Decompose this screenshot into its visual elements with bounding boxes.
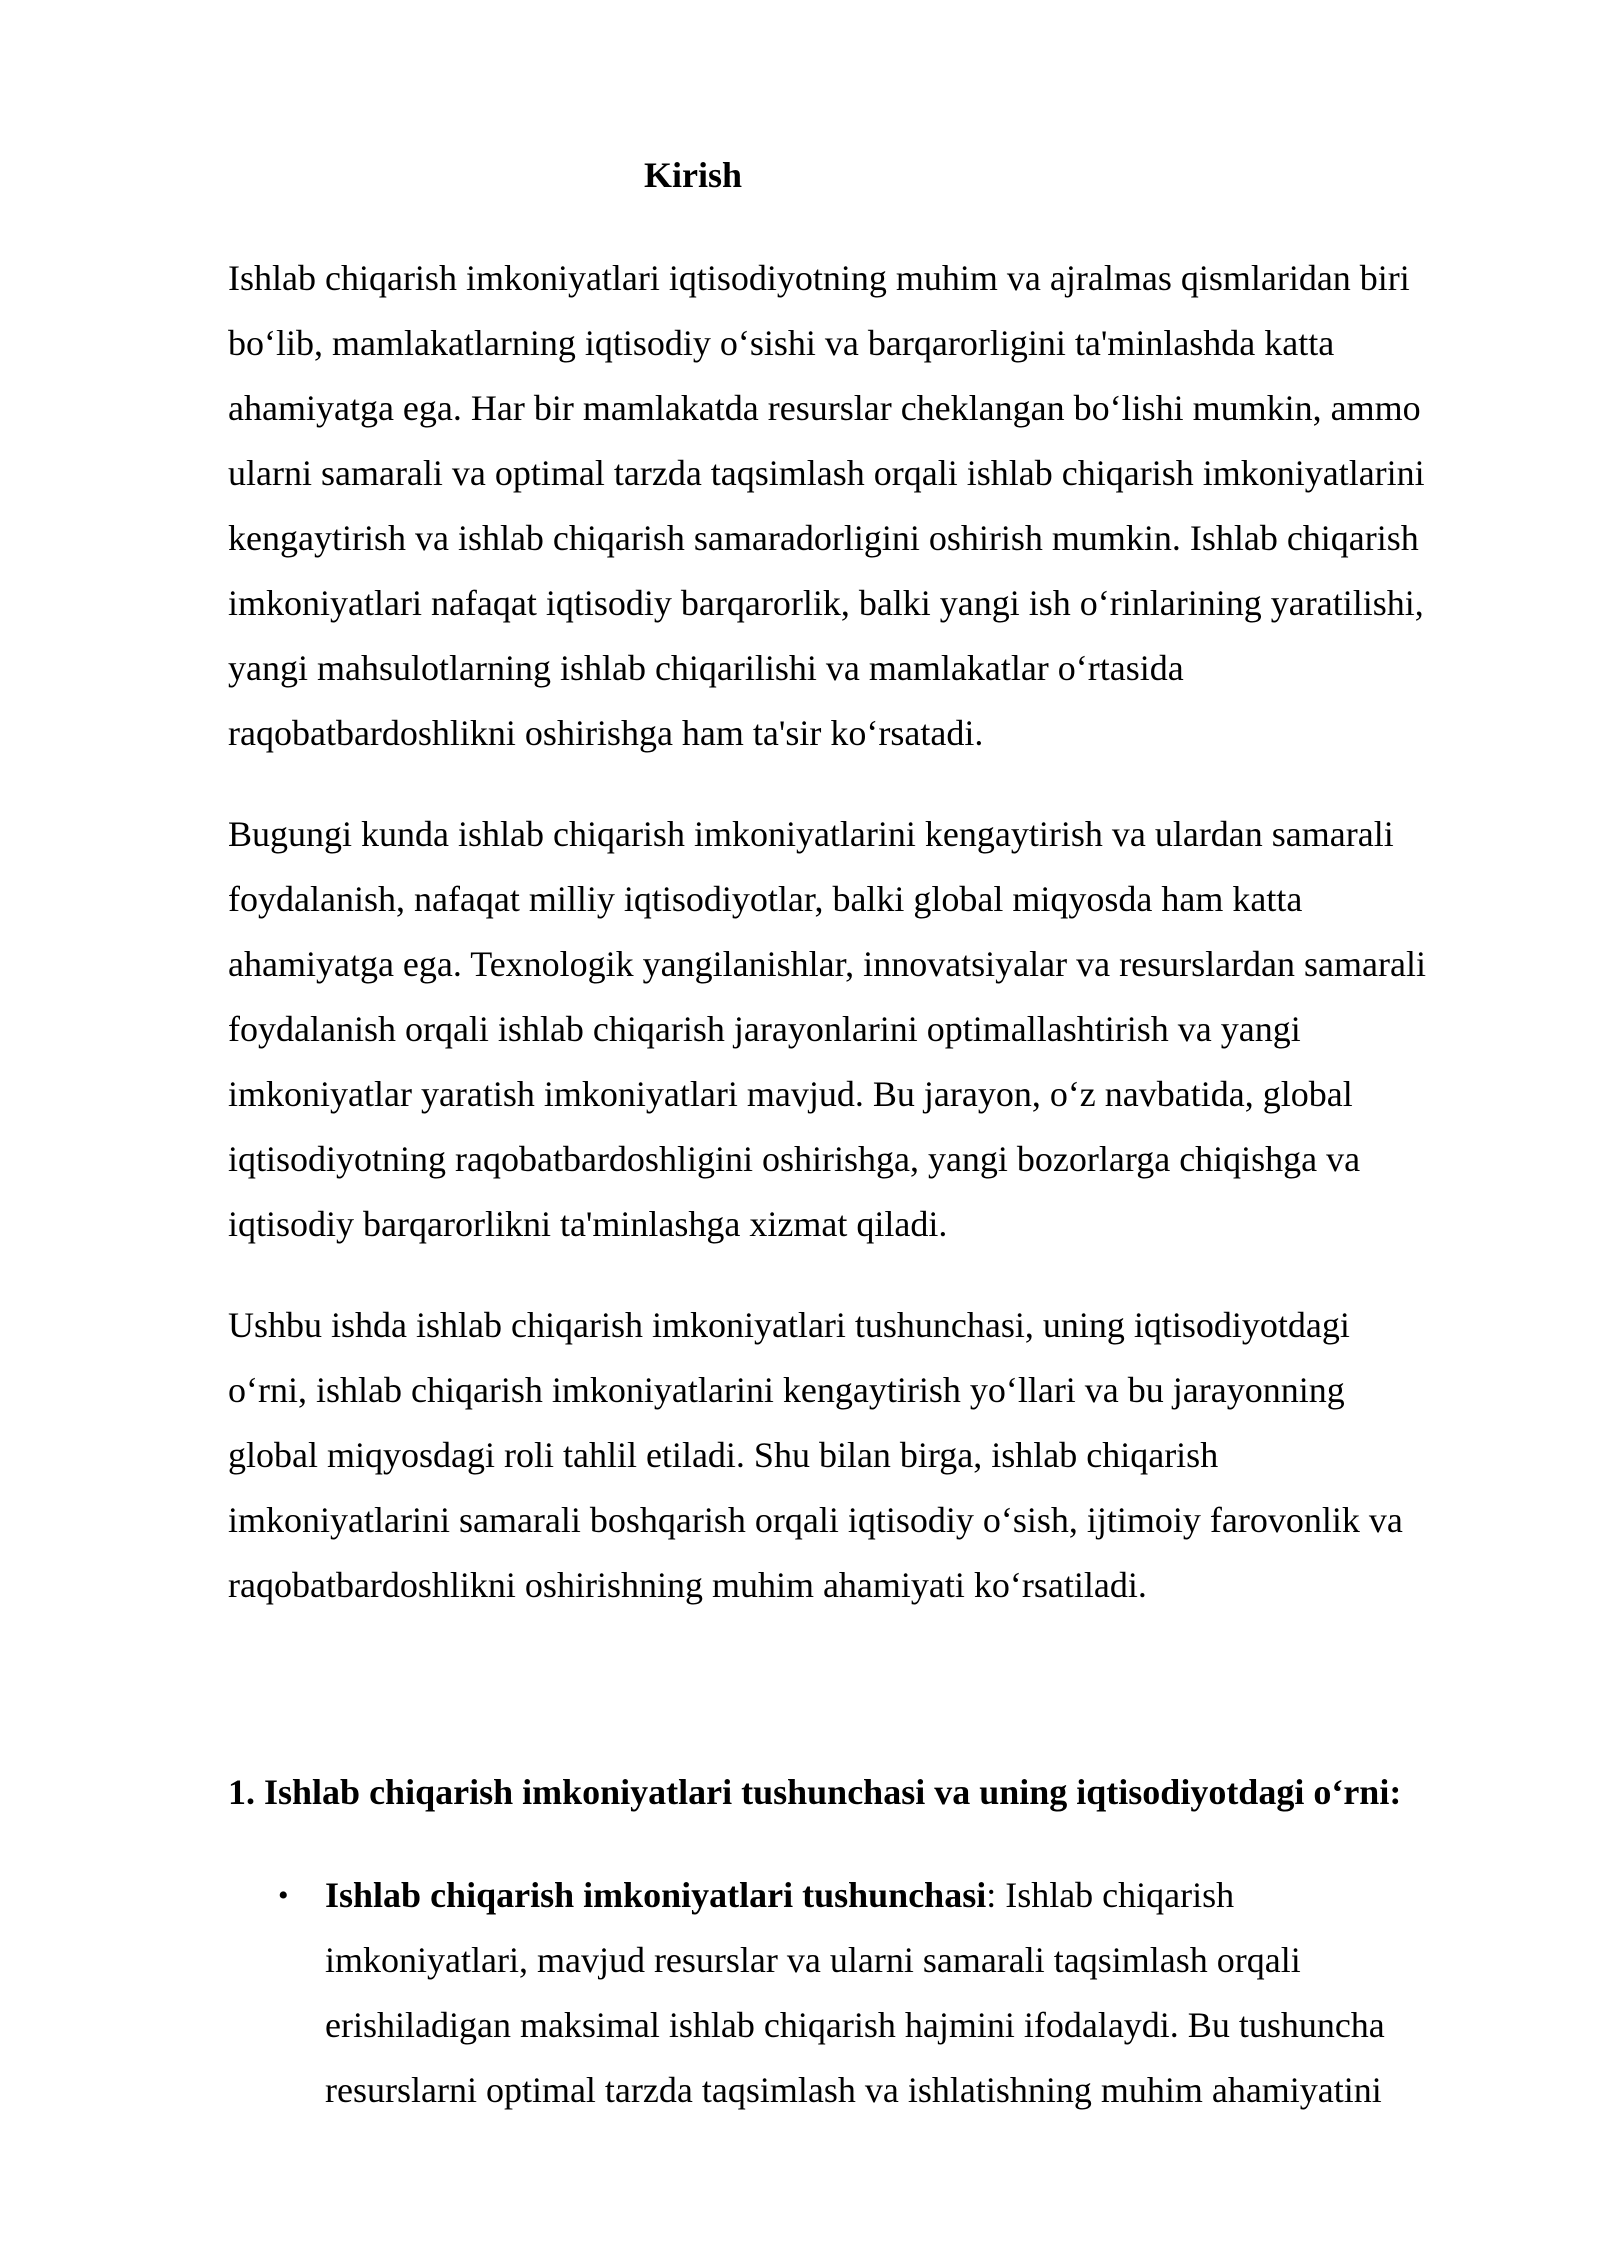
paragraph-line: ahamiyatga ega. Har bir mamlakatda resurslar cheklangan bo‘lishi mumkin, ammo (228, 388, 1421, 428)
paragraph-line: ularni samarali va optimal tarzda taqsimlash orqali ishlab chiqarish imkoniyatlarini (228, 453, 1425, 493)
paragraph-line: Bugungi kunda ishlab chiqarish imkoniyatlarini kengaytirish va ulardan samarali (228, 814, 1394, 854)
paragraph-line: global miqyosdagi roli tahlil etiladi. Shu bilan birga, ishlab chiqarish (228, 1435, 1219, 1475)
paragraph-line: foydalanish, nafaqat milliy iqtisodiyotlar, balki global miqyosda ham katta (228, 879, 1303, 919)
paragraph-line: iqtisodiyotning raqobatbardoshligini oshirishga, yangi bozorlarga chiqishga va (228, 1139, 1361, 1179)
paragraph-line: imkoniyatlarini samarali boshqarish orqali iqtisodiy o‘sish, ijtimoiy farovonlik va (228, 1500, 1403, 1540)
paragraph-intro-2 (228, 802, 1488, 1257)
paragraph-line: bo‘lib, mamlakatlarning iqtisodiy o‘sishi va barqarorligini ta'minlashda katta (228, 323, 1335, 363)
paragraph-line: o‘rni, ishlab chiqarish imkoniyatlarini kengaytirish yo‘llari va bu jarayonning (228, 1370, 1345, 1410)
paragraph-line: Ishlab chiqarish imkoniyatlari iqtisodiyotning muhim va ajralmas qismlaridan biri (228, 258, 1410, 298)
paragraph-line: Ushbu ishda ishlab chiqarish imkoniyatlari tushunchasi, uning iqtisodiyotdagi (228, 1305, 1350, 1345)
paragraph-line: raqobatbardoshlikni oshirishning muhim ahamiyati ko‘rsatiladi. (228, 1565, 1147, 1605)
paragraph-line: raqobatbardoshlikni oshirishga ham ta'sir ko‘rsatadi. (228, 713, 984, 753)
paragraph-intro-3 (228, 1293, 1488, 1618)
bullet-line: imkoniyatlari, mavjud resurslar va ularni samarali taqsimlash orqali (325, 1940, 1301, 1980)
paragraph-line: foydalanish orqali ishlab chiqarish jarayonlarini optimallashtirish va yangi (228, 1009, 1301, 1049)
bullet-line: erishiladigan maksimal ishlab chiqarish hajmini ifodalaydi. Bu tushuncha (325, 2005, 1385, 2045)
bullet-line: resurslarni optimal tarzda taqsimlash va ishlatishning muhim ahamiyatini (325, 2070, 1382, 2110)
bullet-first-line (325, 1863, 1488, 1928)
section-heading: 1. Ishlab chiqarish imkoniyatlari tushunchasi va uning iqtisodiyotdagi o‘rni: (228, 1772, 1402, 1812)
paragraph-line: kengaytirish va ishlab chiqarish samaradorligini oshirish mumkin. Ishlab chiqarish (228, 518, 1419, 558)
paragraph-line: iqtisodiy barqarorlikni ta'minlashga xizmat qiladi. (228, 1204, 948, 1244)
paragraph-intro-1 (228, 246, 1488, 766)
bullet-term-rest: : Ishlab chiqarish (986, 1875, 1235, 1915)
bullet-list (228, 1863, 1488, 2123)
paragraph-line: imkoniyatlar yaratish imkoniyatlari mavjud. Bu jarayon, o‘z navbatida, global (228, 1074, 1353, 1114)
bullet-term: Ishlab chiqarish imkoniyatlari tushunchasi (325, 1875, 987, 1915)
list-item (228, 1863, 1488, 2123)
paragraph-line: imkoniyatlari nafaqat iqtisodiy barqarorlik, balki yangi ish o‘rinlarining yaratilishi, (228, 583, 1424, 623)
paragraph-line: yangi mahsulotlarning ishlab chiqarilishi va mamlakatlar o‘rtasida (228, 648, 1184, 688)
page-title: Kirish (643, 155, 742, 195)
bullet-marker: • (278, 1879, 289, 1912)
paragraph-line: ahamiyatga ega. Texnologik yangilanishlar, innovatsiyalar va resurslardan samarali (228, 944, 1426, 984)
